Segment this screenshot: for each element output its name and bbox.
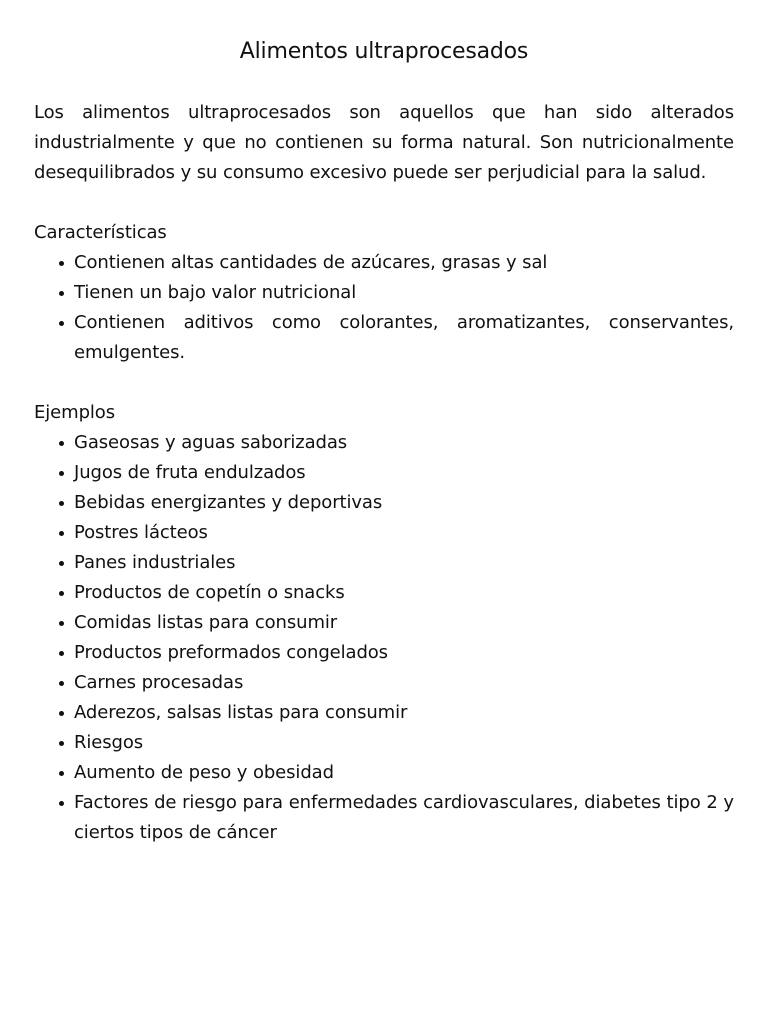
list-item xyxy=(34,458,734,488)
examples-heading: Ejemplos xyxy=(34,402,115,423)
list-item xyxy=(34,728,734,758)
characteristics-heading: Características xyxy=(34,222,167,243)
list-item xyxy=(34,308,734,368)
list-item-text: Aumento de peso y obesidad xyxy=(74,762,334,783)
document-title: Alimentos ultraprocesados xyxy=(239,39,529,64)
list-item xyxy=(34,278,734,308)
bullet-icon xyxy=(59,261,64,266)
bullet-icon xyxy=(59,561,64,566)
list-item-text: Aderezos, salsas listas para consumir xyxy=(74,702,408,723)
list-item xyxy=(34,638,734,668)
bullet-icon xyxy=(59,501,64,506)
list-item xyxy=(34,608,734,638)
bullet-icon xyxy=(59,291,64,296)
list-item-text: Productos preformados congelados xyxy=(74,642,388,663)
list-item-text: Tienen un bajo valor nutricional xyxy=(74,282,357,303)
list-item xyxy=(34,518,734,548)
bullet-icon xyxy=(59,531,64,536)
bullet-icon xyxy=(59,741,64,746)
list-item-text: Bebidas energizantes y deportivas xyxy=(74,492,383,513)
list-item xyxy=(34,428,734,458)
list-item-text: Contienen aditivos como colorantes, aromatizantes, conservantes, emulgentes. xyxy=(74,312,734,363)
intro-paragraph: Los alimentos ultraprocesados son aquellos que han sido alterados industrialmente y que no contienen su forma natural. Son nutricionalmente desequilibrados y su consumo excesivo puede ser perjudicial para la salud. xyxy=(34,102,734,183)
list-item-text: Carnes procesadas xyxy=(74,672,244,693)
bullet-icon xyxy=(59,621,64,626)
bullet-icon xyxy=(59,801,64,806)
list-item-text: Jugos de fruta endulzados xyxy=(74,462,306,483)
list-item-text: Gaseosas y aguas saborizadas xyxy=(74,432,348,453)
examples-list xyxy=(34,428,734,848)
bullet-icon xyxy=(59,441,64,446)
bullet-icon xyxy=(59,591,64,596)
list-item xyxy=(34,758,734,788)
list-item-text: Contienen altas cantidades de azúcares, grasas y sal xyxy=(74,252,548,273)
list-item xyxy=(34,668,734,698)
list-item xyxy=(34,788,734,848)
list-item xyxy=(34,578,734,608)
list-item-text: Riesgos xyxy=(74,732,144,753)
bullet-icon xyxy=(59,771,64,776)
list-item-text: Productos de copetín o snacks xyxy=(74,582,345,603)
list-item xyxy=(34,548,734,578)
list-item-text: Comidas listas para consumir xyxy=(74,612,338,633)
list-item-text: Factores de riesgo para enfermedades cardiovasculares, diabetes tipo 2 y ciertos tipos de cáncer xyxy=(74,792,734,843)
bullet-icon xyxy=(59,681,64,686)
characteristics-list xyxy=(34,248,734,368)
bullet-icon xyxy=(59,321,64,326)
list-item xyxy=(34,488,734,518)
list-item xyxy=(34,698,734,728)
bullet-icon xyxy=(59,651,64,656)
list-item xyxy=(34,248,734,278)
bullet-icon xyxy=(59,711,64,716)
list-item-text: Postres lácteos xyxy=(74,522,208,543)
bullet-icon xyxy=(59,471,64,476)
list-item-text: Panes industriales xyxy=(74,552,236,573)
